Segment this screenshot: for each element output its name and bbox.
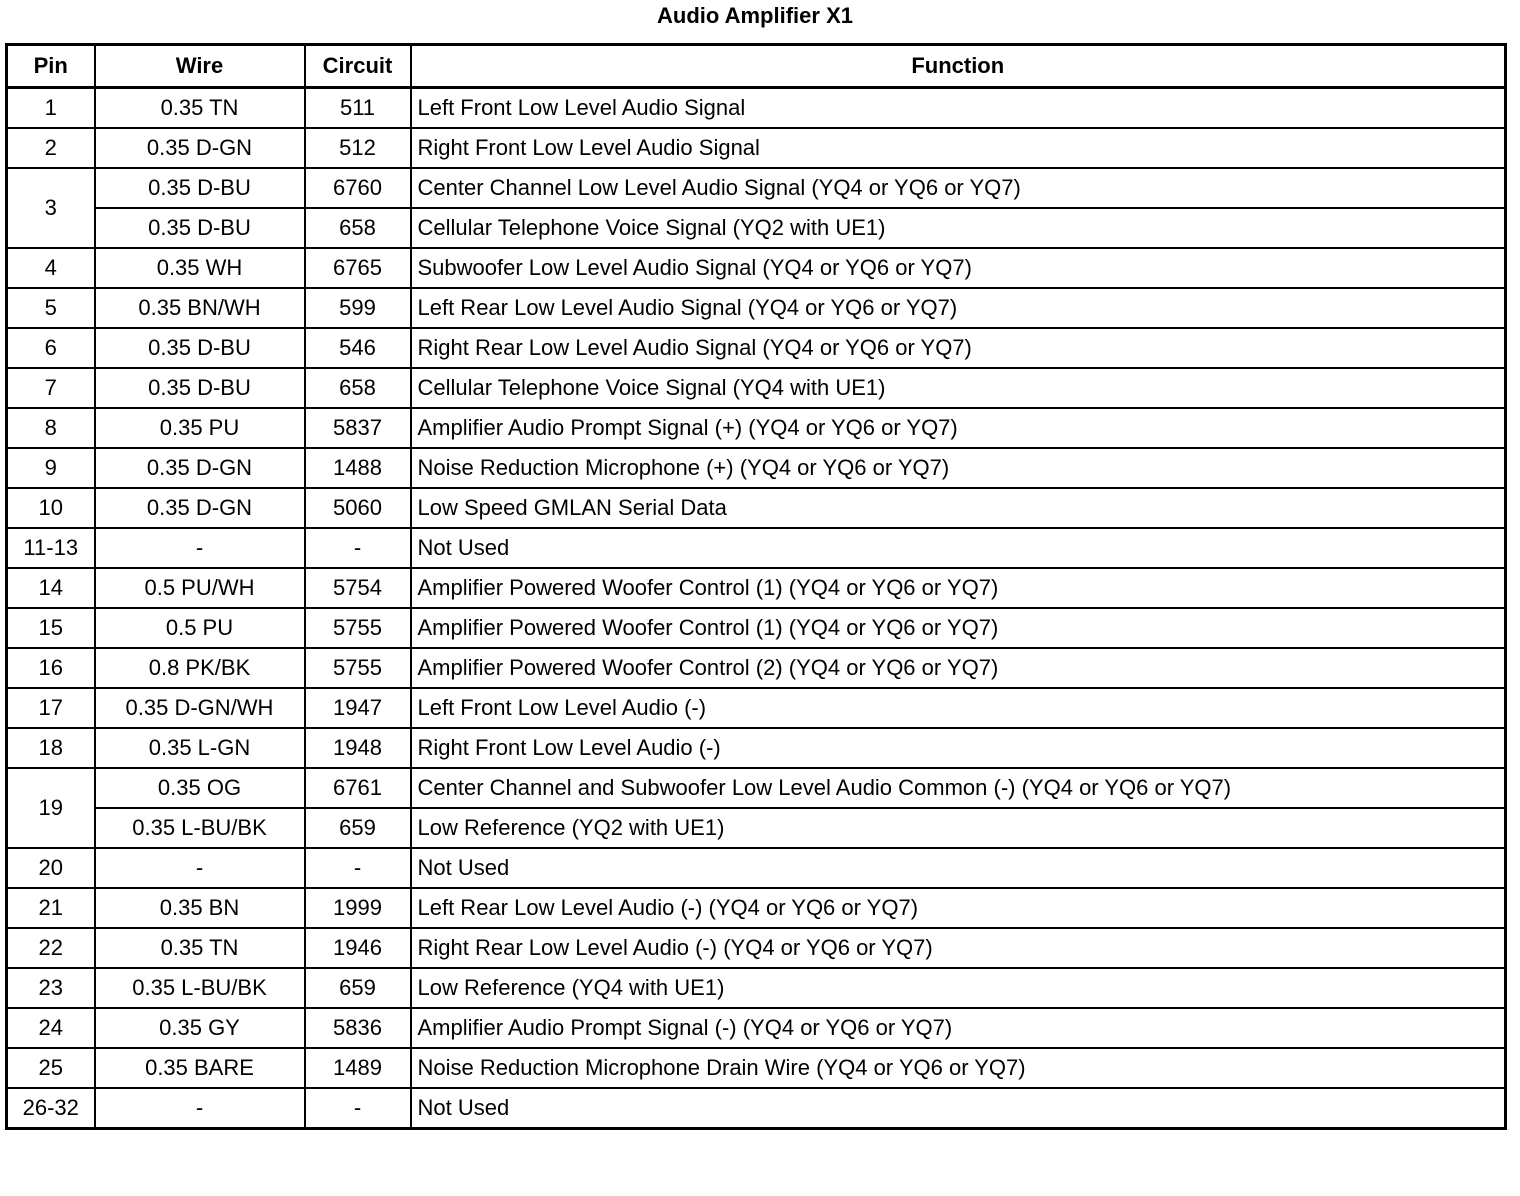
pin-cell: 23 (7, 968, 95, 1008)
page-title: Audio Amplifier X1 (657, 3, 853, 28)
function-cell: Low Speed GMLAN Serial Data (411, 488, 1506, 528)
pin-cell: 19 (7, 768, 95, 848)
circuit-cell: - (305, 848, 411, 888)
circuit-cell: 512 (305, 128, 411, 168)
pin-cell: 17 (7, 688, 95, 728)
pin-cell: 25 (7, 1048, 95, 1088)
pinout-table (5, 43, 1507, 1130)
wire-cell: - (95, 528, 305, 568)
circuit-cell: 5755 (305, 608, 411, 648)
table-row (7, 288, 1506, 328)
circuit-cell: 1948 (305, 728, 411, 768)
pin-cell: 20 (7, 848, 95, 888)
wire-cell: 0.5 PU (95, 608, 305, 648)
wire-cell: 0.35 TN (95, 928, 305, 968)
table-row (7, 808, 1506, 848)
table-row (7, 128, 1506, 168)
function-cell: Noise Reduction Microphone Drain Wire (YQ4 or YQ6 or YQ7) (411, 1048, 1506, 1088)
circuit-cell: 6761 (305, 768, 411, 808)
table-row (7, 1048, 1506, 1088)
pin-cell: 7 (7, 368, 95, 408)
function-cell: Amplifier Powered Woofer Control (2) (YQ4 or YQ6 or YQ7) (411, 648, 1506, 688)
function-cell: Left Front Low Level Audio (-) (411, 688, 1506, 728)
function-cell: Amplifier Audio Prompt Signal (+) (YQ4 or YQ6 or YQ7) (411, 408, 1506, 448)
wire-cell: 0.35 BN/WH (95, 288, 305, 328)
circuit-cell: 659 (305, 968, 411, 1008)
pin-cell: 9 (7, 448, 95, 488)
column-header-circuit: Circuit (305, 45, 411, 88)
table-row (7, 168, 1506, 208)
function-cell: Not Used (411, 1088, 1506, 1129)
table-row (7, 648, 1506, 688)
circuit-cell: 1946 (305, 928, 411, 968)
pin-cell: 24 (7, 1008, 95, 1048)
function-cell: Right Front Low Level Audio Signal (411, 128, 1506, 168)
wire-cell: 0.35 L-BU/BK (95, 808, 305, 848)
function-cell: Center Channel Low Level Audio Signal (YQ4 or YQ6 or YQ7) (411, 168, 1506, 208)
pin-cell: 16 (7, 648, 95, 688)
table-header-row (7, 45, 1506, 88)
wire-cell: 0.35 D-GN (95, 128, 305, 168)
circuit-cell: 658 (305, 208, 411, 248)
table-row (7, 448, 1506, 488)
circuit-cell: 1489 (305, 1048, 411, 1088)
table-row (7, 248, 1506, 288)
wire-cell: 0.35 D-BU (95, 368, 305, 408)
table-row (7, 968, 1506, 1008)
table-row (7, 768, 1506, 808)
table-row (7, 848, 1506, 888)
function-cell: Not Used (411, 528, 1506, 568)
table-row (7, 688, 1506, 728)
circuit-cell: 1999 (305, 888, 411, 928)
wire-cell: 0.35 TN (95, 88, 305, 129)
circuit-cell: 5836 (305, 1008, 411, 1048)
wire-cell: - (95, 1088, 305, 1129)
pin-cell: 4 (7, 248, 95, 288)
wire-cell: 0.35 D-BU (95, 328, 305, 368)
circuit-cell: 5755 (305, 648, 411, 688)
circuit-cell: 6760 (305, 168, 411, 208)
wire-cell: 0.35 D-BU (95, 168, 305, 208)
function-cell: Left Rear Low Level Audio Signal (YQ4 or YQ6 or YQ7) (411, 288, 1506, 328)
function-cell: Low Reference (YQ4 with UE1) (411, 968, 1506, 1008)
function-cell: Amplifier Powered Woofer Control (1) (YQ4 or YQ6 or YQ7) (411, 568, 1506, 608)
function-cell: Amplifier Audio Prompt Signal (-) (YQ4 or YQ6 or YQ7) (411, 1008, 1506, 1048)
function-cell: Amplifier Powered Woofer Control (1) (YQ4 or YQ6 or YQ7) (411, 608, 1506, 648)
pin-cell: 3 (7, 168, 95, 248)
circuit-cell: 5837 (305, 408, 411, 448)
table-row (7, 328, 1506, 368)
wire-cell: 0.5 PU/WH (95, 568, 305, 608)
function-cell: Left Rear Low Level Audio (-) (YQ4 or YQ6 or YQ7) (411, 888, 1506, 928)
circuit-cell: 5754 (305, 568, 411, 608)
table-row (7, 928, 1506, 968)
table-row (7, 88, 1506, 129)
function-cell: Subwoofer Low Level Audio Signal (YQ4 or YQ6 or YQ7) (411, 248, 1506, 288)
wire-cell: 0.35 L-BU/BK (95, 968, 305, 1008)
circuit-cell: 658 (305, 368, 411, 408)
table-row (7, 488, 1506, 528)
table-row (7, 608, 1506, 648)
wire-cell: 0.35 D-GN/WH (95, 688, 305, 728)
table-row (7, 728, 1506, 768)
function-cell: Right Rear Low Level Audio (-) (YQ4 or YQ6 or YQ7) (411, 928, 1506, 968)
pin-cell: 26-32 (7, 1088, 95, 1129)
pin-cell: 8 (7, 408, 95, 448)
function-cell: Cellular Telephone Voice Signal (YQ4 with UE1) (411, 368, 1506, 408)
function-cell: Right Front Low Level Audio (-) (411, 728, 1506, 768)
pin-cell: 21 (7, 888, 95, 928)
wire-cell: 0.35 OG (95, 768, 305, 808)
pin-cell: 14 (7, 568, 95, 608)
circuit-cell: 5060 (305, 488, 411, 528)
circuit-cell: 511 (305, 88, 411, 129)
wire-cell: 0.35 GY (95, 1008, 305, 1048)
table-row (7, 528, 1506, 568)
wire-cell: 0.35 D-BU (95, 208, 305, 248)
column-header-function: Function (411, 45, 1506, 88)
table-body (7, 88, 1506, 1129)
wire-cell: 0.35 D-GN (95, 488, 305, 528)
pin-cell: 10 (7, 488, 95, 528)
circuit-cell: 1947 (305, 688, 411, 728)
pin-cell: 11-13 (7, 528, 95, 568)
table-row (7, 888, 1506, 928)
table-row (7, 568, 1506, 608)
pin-cell: 22 (7, 928, 95, 968)
wire-cell: 0.8 PK/BK (95, 648, 305, 688)
function-cell: Cellular Telephone Voice Signal (YQ2 with UE1) (411, 208, 1506, 248)
circuit-cell: 546 (305, 328, 411, 368)
pin-cell: 2 (7, 128, 95, 168)
function-cell: Left Front Low Level Audio Signal (411, 88, 1506, 129)
table-row (7, 1008, 1506, 1048)
table-row (7, 408, 1506, 448)
table-row (7, 368, 1506, 408)
circuit-cell: - (305, 528, 411, 568)
column-header-pin: Pin (7, 45, 95, 88)
function-cell: Not Used (411, 848, 1506, 888)
pin-cell: 5 (7, 288, 95, 328)
table-row (7, 208, 1506, 248)
wire-cell: 0.35 WH (95, 248, 305, 288)
wire-cell: 0.35 BARE (95, 1048, 305, 1088)
table-row (7, 1088, 1506, 1129)
wire-cell: 0.35 BN (95, 888, 305, 928)
function-cell: Center Channel and Subwoofer Low Level Audio Common (-) (YQ4 or YQ6 or YQ7) (411, 768, 1506, 808)
wire-cell: 0.35 D-GN (95, 448, 305, 488)
circuit-cell: 599 (305, 288, 411, 328)
pin-cell: 1 (7, 88, 95, 129)
pin-cell: 15 (7, 608, 95, 648)
wire-cell: 0.35 PU (95, 408, 305, 448)
function-cell: Low Reference (YQ2 with UE1) (411, 808, 1506, 848)
pin-cell: 6 (7, 328, 95, 368)
wire-cell: - (95, 848, 305, 888)
pin-cell: 18 (7, 728, 95, 768)
circuit-cell: 6765 (305, 248, 411, 288)
function-cell: Right Rear Low Level Audio Signal (YQ4 or YQ6 or YQ7) (411, 328, 1506, 368)
column-header-wire: Wire (95, 45, 305, 88)
wire-cell: 0.35 L-GN (95, 728, 305, 768)
function-cell: Noise Reduction Microphone (+) (YQ4 or YQ6 or YQ7) (411, 448, 1506, 488)
circuit-cell: - (305, 1088, 411, 1129)
circuit-cell: 659 (305, 808, 411, 848)
circuit-cell: 1488 (305, 448, 411, 488)
